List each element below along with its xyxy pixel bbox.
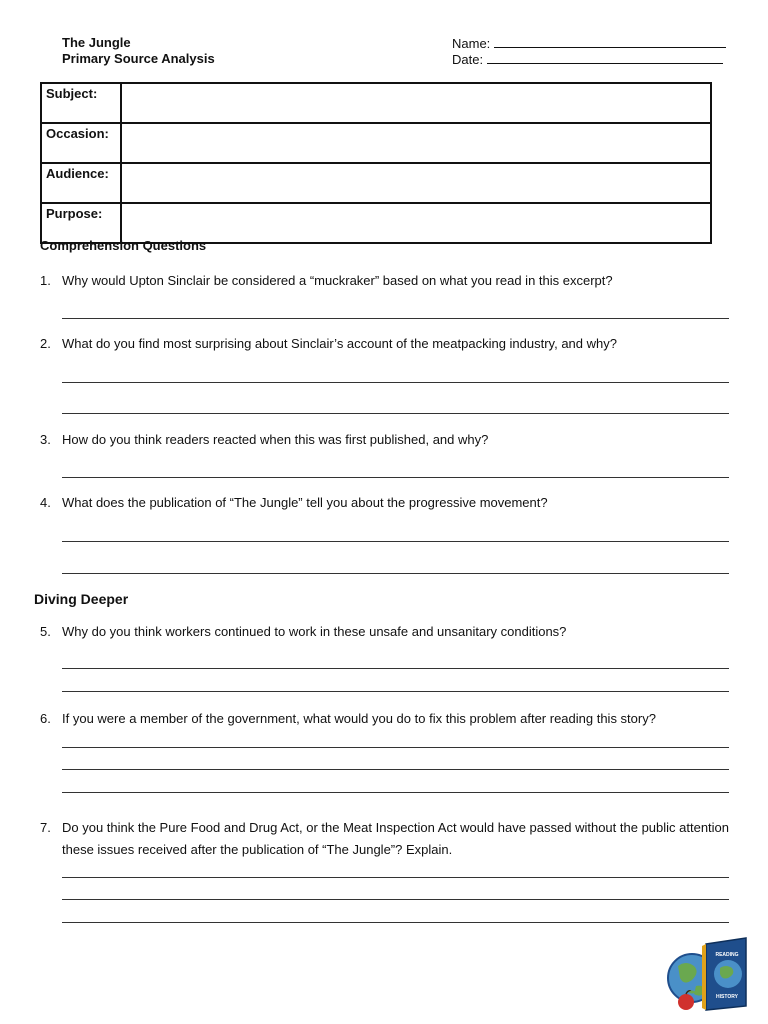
question-number: 2. [40,336,51,351]
logo-text-history: HISTORY [716,994,738,1000]
table-row [41,83,711,123]
answer-line[interactable] [62,318,729,319]
question-text: Why would Upton Sinclair be considered a “muckraker” based on what you read in this excerpt? [62,273,613,288]
date-blank-line [487,51,723,64]
apple-shape [678,994,694,1010]
answer-line[interactable] [62,899,729,900]
document-title: The Jungle [62,35,131,50]
reading-history-logo-icon [666,936,752,1012]
audience-cell[interactable] [121,163,711,203]
answer-line[interactable] [62,747,729,748]
purpose-label: Purpose: [41,203,121,243]
occasion-label: Occasion: [41,123,121,163]
answer-line[interactable] [62,413,729,414]
question-text: What do you find most surprising about Sinclair’s account of the meatpacking industry, and why? [62,336,617,351]
answer-line[interactable] [62,382,729,383]
answer-line[interactable] [62,792,729,793]
question-text: If you were a member of the government, what would you do to fix this problem after reading this story? [62,711,656,726]
table-row [41,163,711,203]
name-blank-line [494,35,726,48]
question-number: 4. [40,495,51,510]
question-text: How do you think readers reacted when this was first published, and why? [62,432,489,447]
answer-line[interactable] [62,877,729,878]
question-number: 1. [40,273,51,288]
table-row [41,203,711,243]
book-spine-shape [702,944,706,1010]
comprehension-heading: Comprehension Questions [40,238,207,253]
diving-deeper-heading: Diving Deeper [34,591,129,607]
answer-line[interactable] [62,477,729,478]
date-field[interactable] [452,51,723,68]
document-subtitle: Primary Source Analysis [62,51,215,66]
table-row [41,123,711,163]
answer-line[interactable] [62,922,729,923]
name-label: Name: [452,36,491,51]
question-text: Do you think the Pure Food and Drug Act, or the Meat Inspection Act would have passed without the public attention these issues received after the publication of “The Jungle”? Explain. [62,820,730,857]
answer-line[interactable] [62,668,729,669]
name-field[interactable] [452,35,726,52]
apple-leaf [689,991,695,994]
logo-graphic [666,936,752,1012]
question-number: 6. [40,711,51,726]
subject-cell[interactable] [121,83,711,123]
question-text: What does the publication of “The Jungle” tell you about the progressive movement? [62,495,548,510]
question-number: 3. [40,432,51,447]
answer-line[interactable] [62,573,729,574]
question-number: 7. [40,820,51,835]
logo-text-reading: READING [715,952,739,958]
source-info-table [40,82,712,244]
occasion-cell[interactable] [121,123,711,163]
subject-label: Subject: [41,83,121,123]
question-text: Why do you think workers continued to work in these unsafe and unsanitary conditions? [62,624,567,639]
date-label: Date: [452,52,484,67]
answer-line[interactable] [62,541,729,542]
purpose-cell[interactable] [121,203,711,243]
audience-label: Audience: [41,163,121,203]
answer-line[interactable] [62,769,729,770]
answer-line[interactable] [62,691,729,692]
question-number: 5. [40,624,51,639]
